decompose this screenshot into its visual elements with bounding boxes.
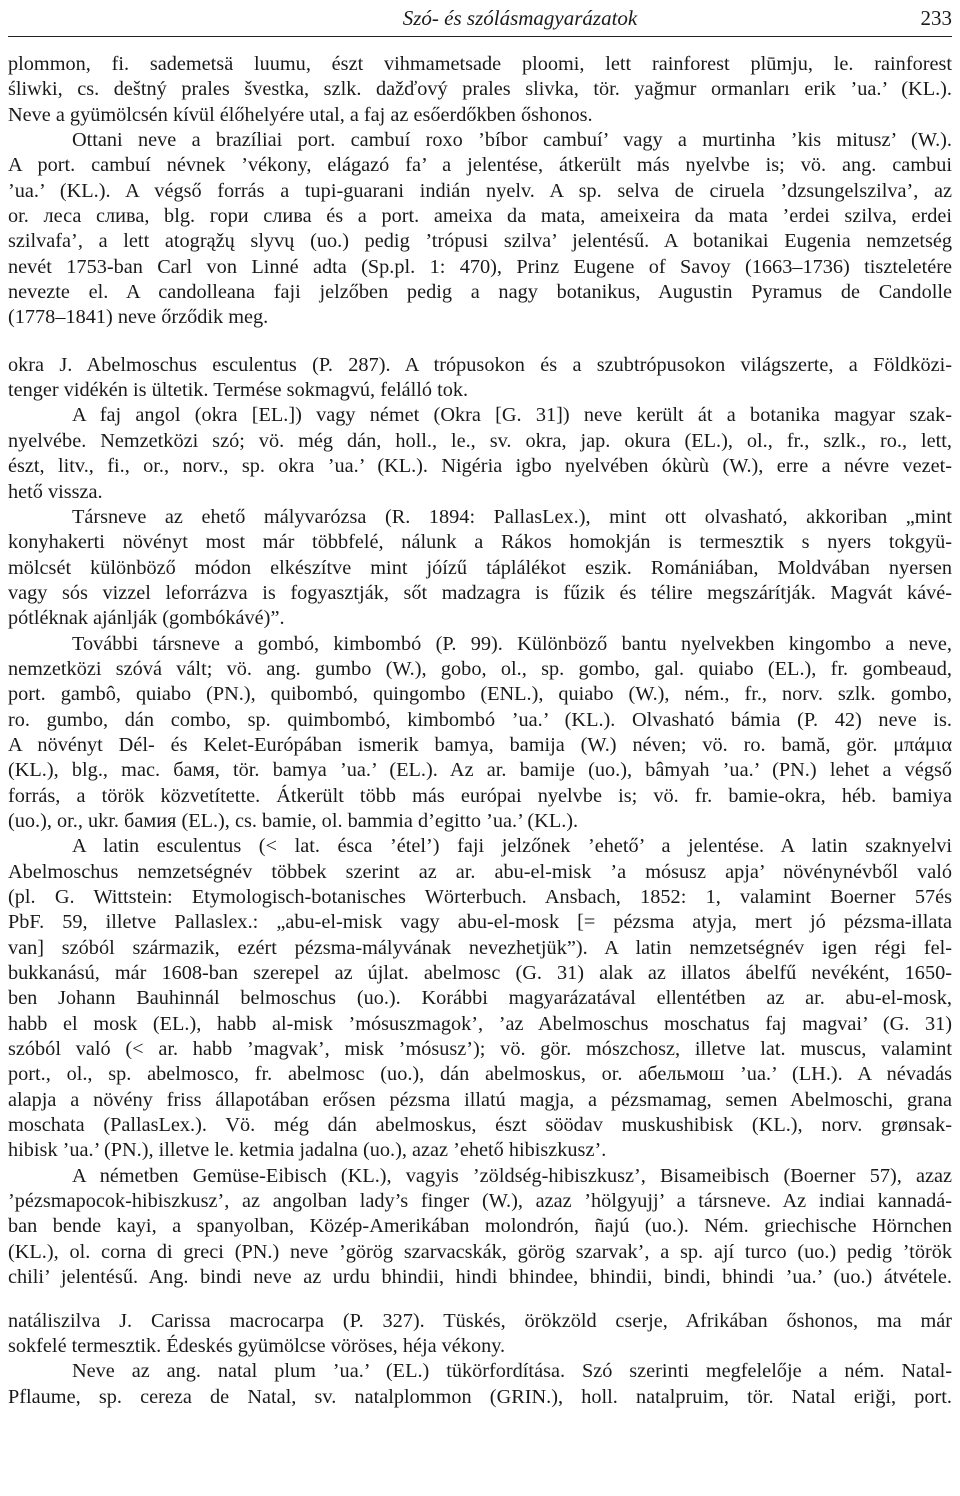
text-line: Ottani neve a brazíliai port. cambuí roxo ’bíbor cambuí’ vagy a murtinha ’kis mitusz’ (W.). [72, 129, 952, 152]
text-line: hibisk ’ua.’ (PN.), illetve le. ketmia jadalna (uo.), azaz ’ehető hibiszkusz’. [8, 1139, 607, 1162]
text-line: Társneve az ehető mályvarózsa (R. 1894: PallasLex.), mint ott olvasható, akkoriban „mint [72, 505, 952, 528]
text-line: (pl. G. Wittstein: Etymologisch-botanisches Wörterbuch. Ansbach, 1852: 1, valamint Boerner 57és [8, 886, 952, 908]
text-line: or. леса слива, blg. гори слива és a port. ameixa da mata, ameixeira da mata ’erdei szilva, erdei [8, 205, 952, 228]
text-line: A faj angol (okra [EL.]) vagy német (Okra [G. 31]) neve került át a botanika magyar szak- [72, 404, 952, 427]
text-line: szóból való (< ar. habb ’magvak’, misk ’mósusz’); vö. gör. mószchosz, illetve lat. muscus, valamint [8, 1038, 952, 1061]
text-line: nyelvébe. Nemzetközi szó; vö. még dán, holl., le., sv. okra, jap. okura (EL.), ol., fr., szlk., ro., lett, [8, 429, 952, 452]
text-line: (1778–1841) neve őrződik meg. [8, 306, 269, 329]
running-title: Szó- és szólásmagyarázatok [402, 5, 638, 30]
text-line: ben Johann Bauhinnál belmoschus (uo.). Korábbi magyarázatával ellentétben az ar. abu-el-mosk, [8, 987, 952, 1010]
text-line: konyhakerti növényt most már többfelé, nálunk a Rákos homokján is termesztik s nyers tokgyü- [8, 531, 952, 554]
text-line: sokfelé termesztik. Édeskés gyümölcse vöröses, héja vékony. [8, 1334, 506, 1357]
text-line: port. gambô, quiabo (PN.), quibombó, quingombo (ENL.), quiabo (W.), ném., fr., norv. szlk. gombo, [8, 683, 952, 706]
text-line: port., ol., sp. abelmosco, fr. abelmosc (uo.), dán abelmoskus, or. абельмош ’ua.’ (LH.). A névadás [8, 1063, 952, 1086]
text-line: forrás, a török közvetítette. Átkerült több más európai nyelvbe is; vö. fr. bamie-okra, héb. bamiya [8, 784, 952, 807]
entry-nataliszilva: natáliszilva J. Carissa macrocarpa (P. 327). Tüskés, örökzöld cserje, Afrikában őshonos, ma már [8, 1309, 952, 1332]
entry-okra: okra J. Abelmoschus esculentus (P. 287). A trópusokon és a szubtrópusokon világszerte, a Földközi- [8, 353, 952, 376]
text-line: A latin esculentus (< lat. ésca ’étel’) faji jelzőnek ’ehető’ a jelentése. A latin szaknyelvi [72, 835, 952, 858]
text-line: mölcsét különböző módon elkészítve mint jóízű táplálékot eszik. Romániában, Moldvában nyersen [8, 556, 952, 579]
text-line: (KL.), ol. corna di greci (PN.) neve ’görög szarvacskák, görög szarvak’, a sp. ají turco (uo.) pedig ’török [8, 1240, 952, 1263]
text-line: ’ua.’ (KL.). A végső forrás a tupi-guarani indián nyelv. A sp. selva de ciruela ’dzsungelszilva’, az [8, 179, 952, 202]
text-line: van] szóból származik, ezért pézsma-mályvának nevezhetjük”). A latin nemzetségnév igen régi fel- [8, 936, 952, 959]
text-line: (KL.), blg., mac. бамя, tör. bamya ’ua.’ (EL.). Az ar. bamije (uo.), bâmyah ’ua.’ (PN.) lehet a végső [8, 759, 952, 782]
text-line: A németben Gemüse-Eibisch (KL.), vagyis ’zöldség-hibiszkusz’, Bisameibisch (Boerner 57), azaz [72, 1164, 952, 1187]
text-line: chili’ jelentésű. Ang. bindi neve az urdu bhindii, hindi bhindee, bhindii, bindi, bhindi ’ua.’ (uo.) átvétele. [8, 1266, 952, 1289]
text-line: moschata (PallasLex.). Vö. még dán abelmoskus, észt söödav muskushibisk (KL.), norv. grønsak- [8, 1114, 952, 1137]
text-line: ban bende kayi, a spanyolban, Közép-Amerikában molondrón, ñajú (uo.). Ném. griechische Hörnchen [8, 1215, 952, 1238]
running-header [8, 0, 952, 37]
text-line: ’pézsmapocok-hibiszkusz’, az angolban lady’s finger (W.), azaz ’hölgyujj’ a társneve. Az indiai kannadá- [8, 1190, 952, 1213]
text-line: hető vissza. [8, 480, 103, 503]
page-body [8, 52, 952, 1410]
text-line: (uo.), or., ukr. бамия (EL.), cs. bamie, ol. bammia d’egitto ’ua.’ (KL.). [8, 809, 579, 832]
text-line: Abelmoschus nemzetségnév többek szerint az ar. abu-el-misk ’a mósusz apja’ növénynévből való [8, 860, 952, 883]
text-line: A port. cambuí névnek ’vékony, elágazó fa’ a jelentése, átkerült más nyelvbe is; vö. ang. cambui [8, 154, 952, 177]
text-line: ro. gumbo, dán combo, sp. quimbombó, kimbombó ’ua.’ (KL.). Olvasható bámia (P. 42) neve is. [8, 708, 952, 731]
text-line: śliwki, cs. deštný prales švestka, szlk. dažďový prales slivka, tör. yağmur ormanları erik ’ua.’ (KL.). [8, 78, 952, 101]
text-line: nevezte el. A candolleana faji jelzőben pedig a nagy botanikus, Augustin Pyramus de Candolle [8, 281, 952, 304]
text-line: nemzetközi szóvá vált; vö. ang. gumbo (W.), gobo, ol., sp. gombo, gal. quiabo (EL.), fr. gombeaud, [8, 657, 952, 680]
text-line: A növényt Dél- és Kelet-Európában ismerik bamya, bamija (W.) néven; vö. ro. bamă, gör. μπάμια [8, 733, 952, 756]
text-line: habb el mosk (EL.), habb al-misk ’mósuszmagok’, ’az Abelmoschus moschatus faj magvai’ (G. 31) [8, 1012, 952, 1035]
text-line: Neve a gyümölcsén kívül élőhelyére utal, a faj az esőerdőkben őshonos. [8, 103, 593, 126]
text-line: szilvafa’, a lett atogrąžų slyvų (uo.) pedig ’trópusi szilva’ jelentésű. A botanikai Eugenia nemzetség [8, 230, 952, 253]
page-number: 233 [920, 5, 952, 30]
text-line: További társneve a gombó, kimbombó (P. 99). Különböző bantu nyelvekben kingombo a neve, [72, 632, 952, 655]
text-line: nevét 1753-ban Carl von Linné adta (Sp.pl. 1: 470), Prinz Eugene of Savoy (1663–1736) tiszteletére [8, 255, 952, 278]
text-line: észt, litv., fi., or., norv., sp. okra ’ua.’ (KL.). Nigéria igbo nyelvében ókùrù (W.), erre a névre vezet- [8, 455, 952, 478]
text-line: tenger vidékén is ültetik. Termése sokmagvú, felálló tok. [8, 379, 469, 402]
text-line: alapja a növény friss állapotában erősen pézsma illatú magja, a pézsmamag, semen Abelmoschi, grana [8, 1088, 952, 1111]
text-line: bukkanású, már 1608-ban szerepel az újlat. abelmosc (G. 31) alak az illatos ábelfű nevéként, 1650- [8, 962, 952, 985]
text-line: Neve az ang. natal plum ’ua.’ (EL.) tükörfordítása. Szó szerinti megfelelője a ném. Natal- [72, 1360, 952, 1383]
text-line: PbF. 59, illetve Pallaslex.: „abu-el-misk vagy abu-el-mosk [= pézsma atyja, mert jó pézsma-illata [8, 911, 952, 934]
text-line: vagy sós vizzel leforrázva is fogyasztják, sőt madzagra is fűzik és télire megszárítják. Magvát kávé- [8, 581, 952, 604]
text-line: plommon, fi. sademetsä luumu, észt vihmametsade ploomi, lett rainforest plūmju, le. rainforest [8, 53, 952, 75]
text-line: pótléknak ajánlják (gombókávé)”. [8, 607, 285, 630]
text-line: Pflaume, sp. cereza de Natal, sv. natalplommon (GRIN.), holl. natalpruim, tör. Natal eriği, port. [8, 1385, 952, 1408]
